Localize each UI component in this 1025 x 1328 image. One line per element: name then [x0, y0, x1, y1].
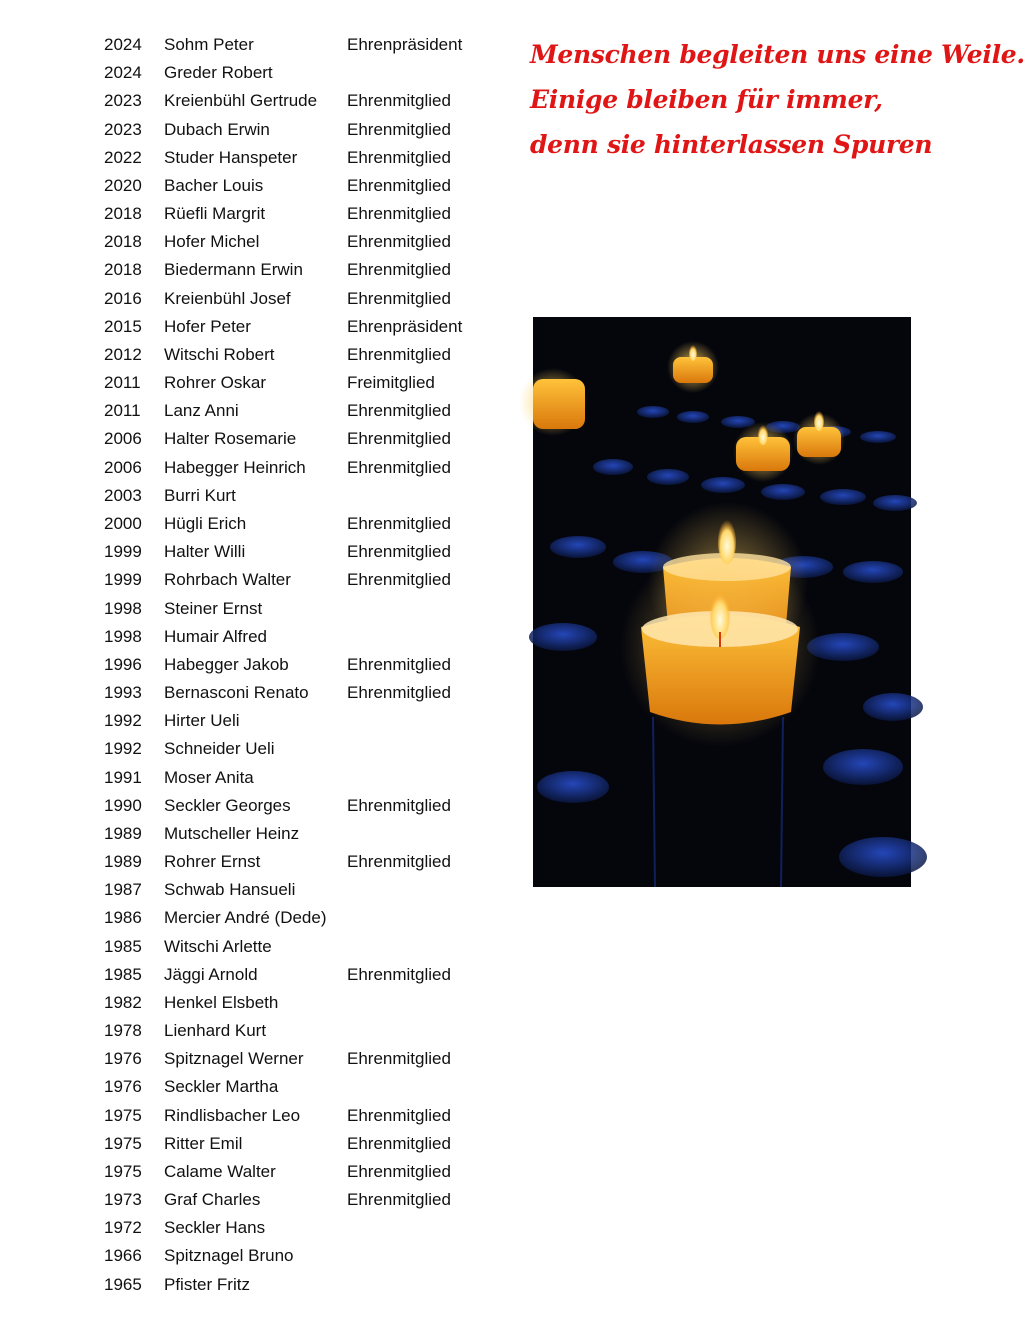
- member-year: 2003: [104, 485, 142, 505]
- member-year: 2018: [104, 232, 142, 252]
- member-name: Jäggi Arnold: [164, 964, 258, 984]
- member-name: Schwab Hansueli: [164, 880, 296, 900]
- member-row: [104, 904, 487, 932]
- member-year: 1993: [104, 683, 142, 703]
- member-row: [104, 285, 487, 313]
- member-status: Ehrenmitglied: [347, 1105, 451, 1125]
- member-status: Ehrenmitglied: [347, 119, 451, 139]
- member-status: Ehrenmitglied: [347, 344, 451, 364]
- member-year: 2011: [104, 373, 141, 393]
- member-year: 1975: [104, 1105, 142, 1125]
- member-name: Rohrer Oskar: [164, 373, 267, 393]
- member-row: [104, 961, 487, 989]
- member-row: [104, 594, 487, 622]
- member-year: 1976: [104, 1077, 142, 1097]
- member-name: Calame Walter: [164, 1161, 276, 1181]
- member-status: Ehrenmitglied: [347, 795, 451, 815]
- member-name: Seckler Hans: [164, 1218, 266, 1238]
- memorial-quote: [530, 32, 1025, 167]
- member-name: Humair Alfred: [164, 626, 267, 646]
- member-name: Bernasconi Renato: [164, 683, 309, 703]
- member-row: [104, 172, 487, 200]
- member-row: [104, 59, 487, 87]
- member-name: Hofer Peter: [164, 316, 251, 336]
- member-year: 2022: [104, 147, 142, 167]
- member-year: 1992: [104, 739, 142, 759]
- member-status: Ehrenmitglied: [347, 1190, 451, 1210]
- member-name: Mercier André (Dede): [164, 908, 327, 928]
- member-row: [104, 256, 487, 284]
- member-status: Ehrenmitglied: [347, 204, 451, 224]
- member-row: [104, 1073, 487, 1101]
- member-year: 1975: [104, 1133, 142, 1153]
- member-year: 1966: [104, 1246, 142, 1266]
- member-status: Ehrenmitglied: [347, 147, 451, 167]
- member-row: [104, 1158, 487, 1186]
- member-status: Ehrenmitglied: [347, 542, 451, 562]
- member-year: 1992: [104, 711, 142, 731]
- member-year: 1991: [104, 767, 142, 787]
- member-year: 2024: [104, 63, 142, 83]
- member-name: Pfister Fritz: [164, 1274, 250, 1294]
- member-row: [104, 116, 487, 144]
- member-status: Ehrenmitglied: [347, 232, 451, 252]
- member-status: Ehrenmitglied: [347, 1049, 451, 1069]
- member-name: Graf Charles: [164, 1190, 261, 1210]
- member-row: [104, 933, 487, 961]
- member-year: 2023: [104, 119, 142, 139]
- member-row: [104, 538, 487, 566]
- member-status: Ehrenmitglied: [347, 1133, 451, 1153]
- member-status: Ehrenmitglied: [347, 570, 451, 590]
- member-row: [104, 87, 487, 115]
- member-name: Rohrbach Walter: [164, 570, 291, 590]
- member-name: Burri Kurt: [164, 485, 236, 505]
- member-name: Halter Willi: [164, 542, 246, 562]
- member-status: Ehrenmitglied: [347, 1161, 451, 1181]
- member-name: Halter Rosemarie: [164, 429, 297, 449]
- member-year: 1982: [104, 992, 142, 1012]
- member-name: Rüefli Margrit: [164, 204, 266, 224]
- member-year: 1989: [104, 852, 142, 872]
- member-row: [104, 1271, 487, 1299]
- member-year: 1972: [104, 1218, 142, 1238]
- member-status: Freimitglied: [347, 373, 435, 393]
- member-year: 1996: [104, 654, 142, 674]
- member-name: Seckler Georges: [164, 795, 291, 815]
- member-name: Bacher Louis: [164, 175, 264, 195]
- member-year: 2023: [104, 91, 142, 111]
- member-row: [104, 1186, 487, 1214]
- member-row: [104, 679, 487, 707]
- member-name: Rindlisbacher Leo: [164, 1105, 301, 1125]
- member-year: 2015: [104, 316, 142, 336]
- member-name: Habegger Heinrich: [164, 457, 306, 477]
- quote-line-2: Einige bleiben für immer,: [530, 85, 883, 114]
- member-row: [104, 482, 487, 510]
- member-status: Ehrenmitglied: [347, 91, 451, 111]
- member-year: 1989: [104, 823, 142, 843]
- member-row: [104, 707, 487, 735]
- member-row: [104, 1045, 487, 1073]
- member-name: Mutscheller Heinz: [164, 823, 300, 843]
- member-name: Steiner Ernst: [164, 598, 263, 618]
- member-status: Ehrenmitglied: [347, 683, 451, 703]
- member-name: Sohm Peter: [164, 35, 254, 55]
- candles-photo: [533, 317, 911, 887]
- member-row: [104, 1017, 487, 1045]
- member-name: Hirter Ueli: [164, 711, 240, 731]
- member-row: [104, 341, 487, 369]
- member-row: [104, 313, 487, 341]
- member-name: Henkel Elsbeth: [164, 992, 279, 1012]
- member-year: 2011: [104, 401, 141, 421]
- member-year: 1978: [104, 1021, 142, 1041]
- member-row: [104, 228, 487, 256]
- member-name: Hügli Erich: [164, 514, 247, 533]
- member-name: Schneider Ueli: [164, 739, 275, 759]
- member-year: 2018: [104, 260, 142, 280]
- member-name: Habegger Jakob: [164, 654, 289, 674]
- member-year: 2006: [104, 457, 142, 477]
- member-year: 1998: [104, 598, 142, 618]
- quote-line-3: denn sie hinterlassen Spuren: [530, 130, 933, 159]
- member-name: Kreienbühl Gertrude: [164, 91, 318, 111]
- member-row: [104, 425, 487, 453]
- member-name: Spitznagel Werner: [164, 1049, 304, 1069]
- member-year: 1999: [104, 570, 142, 590]
- member-name: Lienhard Kurt: [164, 1021, 267, 1041]
- member-name: Lanz Anni: [164, 401, 239, 421]
- member-row: [104, 763, 487, 791]
- member-status: Ehrenmitglied: [347, 288, 451, 308]
- member-name: Witschi Robert: [164, 344, 275, 364]
- member-name: Kreienbühl Josef: [164, 288, 291, 308]
- member-year: 1998: [104, 626, 142, 646]
- member-status: Ehrenmitglied: [347, 429, 451, 449]
- member-name: Greder Robert: [164, 63, 273, 83]
- member-row: [104, 820, 487, 848]
- member-row: [104, 792, 487, 820]
- member-row: [104, 1130, 487, 1158]
- member-year: 1965: [104, 1274, 142, 1294]
- member-name: Rohrer Ernst: [164, 852, 261, 872]
- member-status: Ehrenmitglied: [347, 514, 451, 533]
- member-row: [104, 1214, 487, 1242]
- member-row: [104, 369, 487, 397]
- member-year: 2024: [104, 35, 142, 55]
- member-row: [104, 144, 487, 172]
- member-row: [104, 735, 487, 763]
- member-year: 1973: [104, 1190, 142, 1210]
- member-name: Ritter Emil: [164, 1133, 243, 1153]
- member-row: [104, 566, 487, 594]
- member-year: 1990: [104, 795, 142, 815]
- member-name: Seckler Martha: [164, 1077, 279, 1097]
- member-name: Biedermann Erwin: [164, 260, 303, 280]
- member-name: Witschi Arlette: [164, 936, 272, 956]
- member-year: 2018: [104, 204, 142, 224]
- member-row: [104, 454, 487, 482]
- member-year: 1987: [104, 880, 142, 900]
- member-year: 1986: [104, 908, 142, 928]
- member-status: Ehrenmitglied: [347, 260, 451, 280]
- member-row: [104, 876, 487, 904]
- member-row: [104, 510, 487, 538]
- memorial-list: [104, 31, 487, 1299]
- member-status: Ehrenmitglied: [347, 401, 451, 421]
- member-row: [104, 31, 487, 59]
- member-status: Ehrenmitglied: [347, 964, 451, 984]
- member-name: Moser Anita: [164, 767, 254, 787]
- member-status: Ehrenmitglied: [347, 654, 451, 674]
- member-row: [104, 397, 487, 425]
- quote-line-1: Menschen begleiten uns eine Weile.: [530, 40, 1025, 69]
- member-row: [104, 200, 487, 228]
- member-row: [104, 989, 487, 1017]
- member-year: 2012: [104, 344, 142, 364]
- member-year: 1985: [104, 964, 142, 984]
- member-year: 2016: [104, 288, 142, 308]
- member-year: 2006: [104, 429, 142, 449]
- member-row: [104, 1242, 487, 1270]
- member-year: 2020: [104, 175, 142, 195]
- member-status: Ehrenmitglied: [347, 457, 451, 477]
- member-row: [104, 651, 487, 679]
- member-status: Ehrenpräsident: [347, 35, 463, 55]
- member-name: Dubach Erwin: [164, 119, 270, 139]
- member-year: 1999: [104, 542, 142, 562]
- member-year: 1976: [104, 1049, 142, 1069]
- member-status: Ehrenmitglied: [347, 175, 451, 195]
- member-year: 1985: [104, 936, 142, 956]
- member-row: [104, 1102, 487, 1130]
- member-status: Ehrenpräsident: [347, 316, 463, 336]
- member-name: Studer Hanspeter: [164, 147, 298, 167]
- member-row: [104, 848, 487, 876]
- member-row: [104, 623, 487, 651]
- member-name: Hofer Michel: [164, 232, 260, 252]
- member-name: Spitznagel Bruno: [164, 1246, 294, 1266]
- member-status: Ehrenmitglied: [347, 852, 451, 872]
- member-year: 1975: [104, 1161, 142, 1181]
- member-year: 2000: [104, 514, 142, 533]
